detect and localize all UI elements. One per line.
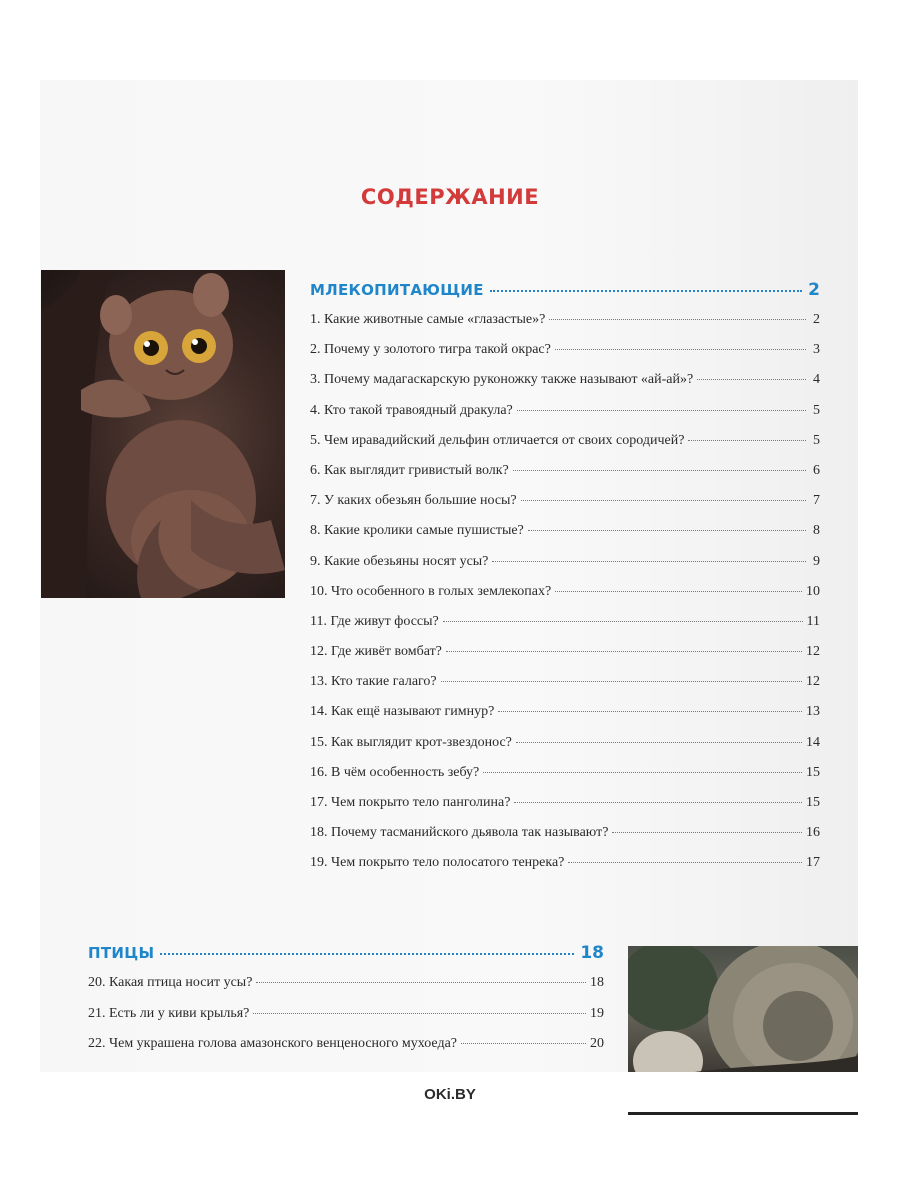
toc-entry-title: 12. Где живёт вомбат? (310, 644, 442, 660)
dotted-leader (555, 591, 802, 592)
toc-entry[interactable] (310, 795, 820, 825)
toc-entry-title: 2. Почему у золотого тигра такой окрас? (310, 342, 551, 358)
toc-entry-page-number: 6 (813, 462, 820, 478)
toc-entry[interactable] (310, 735, 820, 765)
divider-line (628, 1112, 858, 1115)
toc-entry-page-number: 2 (813, 312, 820, 327)
section-heading-birds[interactable] (88, 943, 604, 975)
toc-entry[interactable] (310, 312, 820, 342)
toc-entry[interactable] (310, 644, 820, 674)
toc-entry[interactable] (310, 584, 820, 614)
page-title: СОДЕРЖАНИЕ (360, 185, 540, 209)
toc-entry-title: 4. Кто такой травоядный дракула? (310, 402, 513, 418)
toc-entry-page-number: 17 (806, 855, 820, 871)
dotted-leader (492, 561, 806, 562)
toc-entry[interactable] (310, 523, 820, 553)
toc-entry[interactable] (310, 674, 820, 704)
dotted-leader (253, 1013, 586, 1014)
dotted-leader (568, 862, 802, 863)
dotted-leader (256, 982, 586, 983)
toc-entry-title: 14. Как ещё называют гимнур? (310, 704, 495, 720)
toc-entry-title: 17. Чем покрыто тело панголина? (310, 795, 511, 810)
toc-entry[interactable] (310, 825, 820, 855)
toc-entry-page-number: 16 (806, 825, 820, 841)
toc-entry[interactable] (310, 614, 820, 644)
toc-entry-page-number: 14 (806, 734, 820, 750)
dotted-leader (517, 410, 806, 411)
toc-entry-page-number: 13 (806, 704, 820, 720)
section-heading-mammals[interactable] (310, 280, 820, 312)
toc-entry-page-number: 5 (813, 402, 820, 418)
section-page-number: 18 (580, 943, 604, 963)
dotted-leader (461, 1043, 586, 1044)
toc-entry-title: 6. Как выглядит гривистый волк? (310, 462, 509, 478)
toc-entry-title: 18. Почему тасманийского дьявола так называют? (310, 825, 609, 841)
tarsier-illustration (41, 270, 285, 598)
toc-entry[interactable] (310, 372, 820, 402)
toc-entry-page-number: 3 (813, 342, 820, 358)
watermark-text: OKi.BY (424, 1086, 476, 1103)
toc-entry[interactable] (310, 403, 820, 433)
section-label: МЛЕКОПИТАЮЩИЕ (310, 281, 484, 299)
dotted-leader (528, 530, 806, 531)
dotted-leader (498, 711, 802, 712)
dotted-leader (443, 621, 803, 622)
toc-entry-page-number: 12 (806, 644, 820, 660)
toc-entry[interactable] (88, 1006, 604, 1037)
toc-entry[interactable] (310, 433, 820, 463)
toc-entry-title: 9. Какие обезьяны носят усы? (310, 553, 489, 569)
toc-entry-title: 5. Чем иравадийский дельфин отличается от своих сородичей? (310, 432, 685, 448)
toc-entry-title: 21. Есть ли у киви крылья? (88, 1005, 250, 1021)
toc-entry[interactable] (310, 463, 820, 493)
toc-entry-title: 15. Как выглядит крот-звездонос? (310, 734, 512, 750)
dotted-leader (160, 953, 574, 955)
dotted-leader (688, 440, 806, 441)
toc-entry-page-number: 19 (590, 1005, 604, 1021)
dotted-leader (490, 290, 802, 292)
toc-entry-title: 22. Чем украшена голова амазонского венценосного мухоеда? (88, 1036, 458, 1051)
tarsier-photo (41, 270, 285, 598)
toc-entry[interactable] (310, 493, 820, 523)
toc-entry[interactable] (310, 342, 820, 372)
toc-entry[interactable] (310, 765, 820, 795)
dotted-leader (446, 651, 802, 652)
toc-entry-page-number: 11 (806, 613, 820, 629)
toc-entry-page-number: 20 (590, 1036, 604, 1051)
dotted-leader (555, 349, 806, 350)
dotted-leader (697, 379, 806, 380)
kiwi-illustration (628, 946, 858, 1073)
toc-entry-page-number: 9 (813, 553, 820, 569)
dotted-leader (514, 802, 802, 803)
toc-entry-title: 19. Чем покрыто тело полосатого тенрека? (310, 855, 565, 871)
toc-entry-title: 8. Какие кролики самые пушистые? (310, 523, 524, 539)
dotted-leader (516, 742, 802, 743)
toc-mammals-section (310, 280, 820, 886)
toc-entry-title: 1. Какие животные самые «глазастые»? (310, 312, 546, 327)
dotted-leader (521, 500, 806, 501)
toc-entry-page-number: 5 (813, 432, 820, 448)
toc-entry[interactable] (88, 1036, 604, 1067)
toc-birds-section (88, 943, 604, 1067)
toc-entry-page-number: 12 (806, 674, 820, 690)
toc-entry-page-number: 4 (813, 372, 820, 388)
dotted-leader (441, 681, 802, 682)
toc-entry-page-number: 15 (806, 764, 820, 780)
toc-entry-title: 20. Какая птица носит усы? (88, 975, 253, 990)
toc-entry-page-number: 7 (813, 493, 820, 509)
dotted-leader (483, 772, 802, 773)
kiwi-photo (628, 946, 858, 1073)
toc-list-mammals (310, 312, 820, 886)
toc-entry-title: 10. Что особенного в голых землекопах? (310, 583, 552, 599)
toc-list-birds (88, 975, 604, 1067)
dotted-leader (612, 832, 802, 833)
toc-entry[interactable] (310, 855, 820, 885)
toc-entry-title: 13. Кто такие галаго? (310, 674, 437, 690)
toc-entry[interactable] (310, 704, 820, 734)
toc-entry-title: 11. Где живут фоссы? (310, 613, 439, 629)
section-page-number: 2 (808, 280, 820, 300)
toc-entry[interactable] (310, 554, 820, 584)
toc-entry-page-number: 10 (806, 583, 820, 599)
toc-entry-page-number: 15 (806, 795, 820, 810)
toc-entry-title: 3. Почему мадагаскарскую руконожку также называют «ай-ай»? (310, 372, 694, 388)
section-label: ПТИЦЫ (88, 944, 155, 962)
toc-entry-title: 16. В чём особенность зебу? (310, 764, 480, 780)
toc-entry-title: 7. У каких обезьян большие носы? (310, 493, 517, 509)
toc-entry-page-number: 18 (590, 975, 604, 990)
dotted-leader (549, 319, 806, 320)
toc-entry-page-number: 8 (813, 523, 820, 539)
toc-entry[interactable] (88, 975, 604, 1006)
dotted-leader (513, 470, 806, 471)
